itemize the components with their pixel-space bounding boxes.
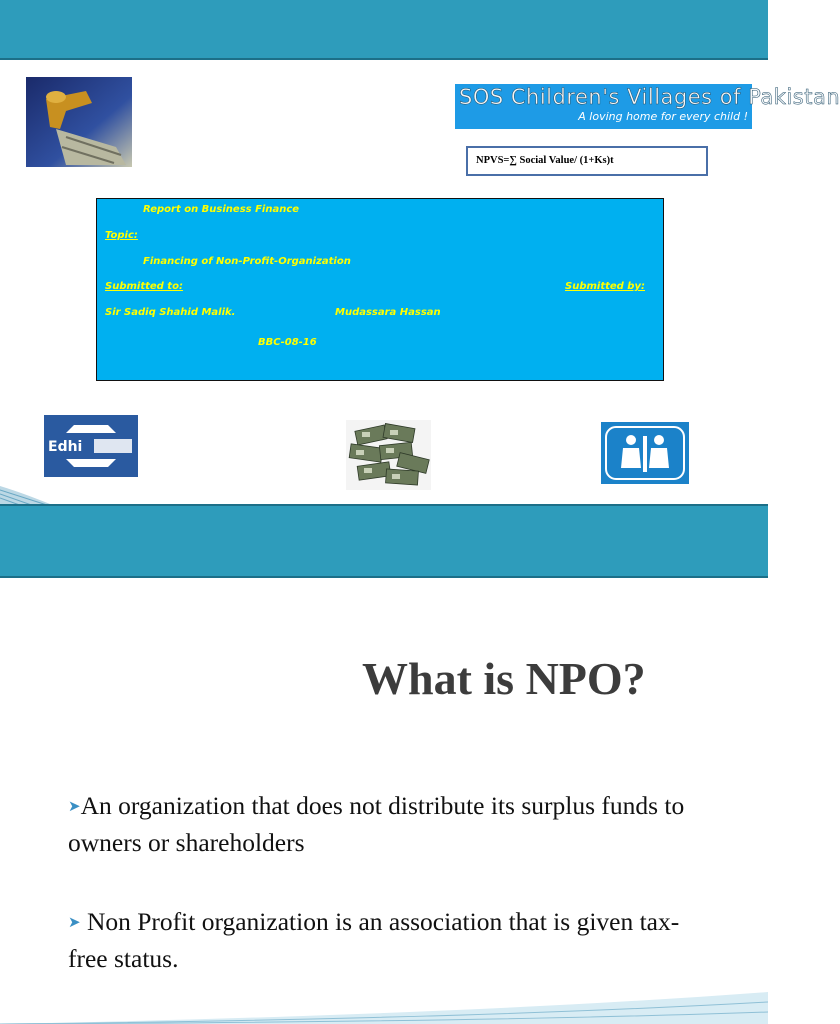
npvs-formula-box: NPVS=∑ Social Value/ (1+Ks)t	[466, 146, 708, 176]
roll-number: BBC-08-16	[258, 337, 317, 348]
topic-label: Topic:	[105, 230, 138, 241]
topic-text: Financing of Non-Profit-Organization	[143, 256, 351, 267]
submitted-by-name: Mudassara Hassan	[335, 307, 441, 318]
submitted-by-label: Submitted by:	[565, 281, 645, 292]
slide-heading: What is NPO?	[362, 653, 646, 704]
bullet-arrow-icon: ➤	[68, 799, 81, 815]
submitted-to-label: Submitted to:	[105, 281, 183, 292]
slide2-header-band	[0, 504, 768, 578]
bullet-item-1	[68, 788, 708, 861]
sos-banner-title: SOS Children's Villages of Pakistan	[459, 85, 840, 109]
bullet-item-2	[68, 904, 708, 977]
bullet-arrow-icon: ➤	[68, 915, 81, 931]
sos-villages-banner	[455, 84, 840, 129]
bottom-wave-decoration	[0, 990, 768, 1024]
edhi-logo-text: Edhi	[48, 439, 83, 455]
bullet-text-1: An organization that does not distribute its surplus funds to owners or shareholders	[68, 791, 685, 857]
report-title-box	[96, 198, 664, 381]
water-tap-money-image	[26, 77, 132, 167]
edhi-logo	[44, 415, 138, 477]
report-title: Report on Business Finance	[143, 204, 300, 215]
top-header-band	[0, 0, 768, 60]
bullet-text-2: Non Profit organization is an association that is given tax-free status.	[68, 907, 680, 973]
sos-children-logo	[601, 422, 689, 484]
sos-banner-tagline: A loving home for every child !	[578, 110, 748, 123]
submitted-to-name: Sir Sadiq Shahid Malik.	[105, 307, 236, 318]
